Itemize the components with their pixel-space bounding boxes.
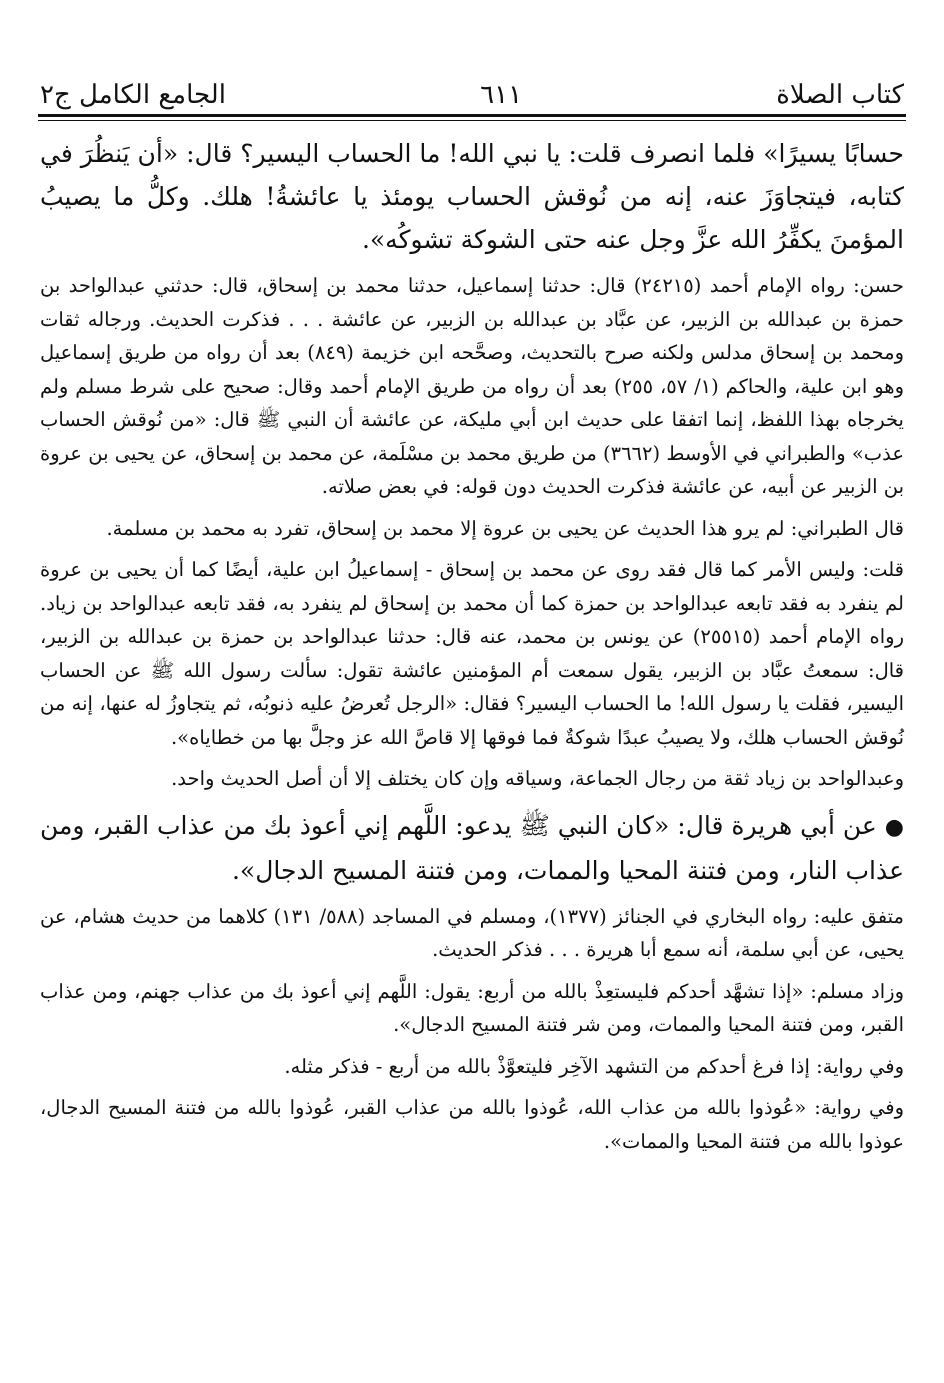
- page-header: [40, 60, 904, 110]
- muslim-addition: وزاد مسلم: «إذا تشهَّد أحدكم فليستعِذْ بالله من أربع: يقول: اللَّهم إني أعوذ بك من عذاب جهنم، ومن عذاب القبر، ومن فتنة المحيا والممات، ومن شر فتنة المسيح الدجال».: [40, 979, 904, 1036]
- hadith-text: عن أبي هريرة قال: «كان النبي ﷺ يدعو: اللَّهم إني أعوذ بك من عذاب القبر، ومن عذاب النار، ومن فتنة المحيا والممات، ومن فتنة المسيح الدجال».: [39, 810, 904, 885]
- header-rule-thick: [38, 114, 906, 117]
- chapter-title: كتاب الصلاة: [776, 80, 904, 110]
- muttafaq-note: متفق عليه: رواه البخاري في الجنائز (١٣٧٧)، ومسلم في المساجد (٥٨٨/ ١٣١) كلاهما من حديث هشام، عن يحيى، عن أبي سلمة، أنه سمع أبا هريرة . . . فذكر الحديث.: [40, 904, 905, 961]
- takhrij-paragraph: حسن: رواه الإمام أحمد (٢٤٢١٥) قال: حدثنا إسماعيل، حدثنا محمد بن إسحاق، قال: حدثني عبدالواحد بن حمزة بن عبدالله بن الزبير، عن عبَّاد بن عبدالله بن الزبير، عن عائشة . . . فذكرت الحديث. ورجاله ثقات ومحمد بن إسحاق مدلس ولكنه صرح بالتحديث، وصحَّحه ابن خزيمة (٨٤٩) بعد أن رواه من طريق إسماعيل وهو ابن علية، والحاكم (١/ ٥٧، ٢٥٥) بعد أن رواه من طريق الإمام أحمد وقال: صحيح على شرط مسلم ولم يخرجاه بهذا اللفظ، إنما اتفقا على حديث ابن أبي مليكة، عن عائشة أن النبي ﷺ قال: «من نُوقش الحساب عذب» والطبراني في الأوسط (٣٦٦٢) من طريق محمد بن مسْلَمة، عن محمد بن إسحاق، عن يحيى بن عروة بن الزبير عن أبيه، عن عائشة فذكرت الحديث دون قوله: في بعض صلاته.: [40, 274, 904, 498]
- hadith-abu-hurayra: [40, 804, 904, 892]
- book-title: الجامع الكامل ج٢: [40, 80, 226, 110]
- riwaya-one: وفي رواية: إذا فرغ أحدكم من التشهد الآخِر فليتعوَّذْ بالله من أربع - فذكر مثله.: [284, 1054, 904, 1078]
- header-rule-thin: [38, 120, 906, 121]
- hadith-continuation: حسابًا يسيرًا» فلما انصرف قلت: يا نبي الله! ما الحساب اليسير؟ قال: «أن يَنظُرَ في كتابه، فيتجاوَزَ عنه، إنه من نُوقش الحساب يومئذ يا عائشةُ! هلك. وكلُّ ما يصيبُ المؤمنَ يكفِّرُ الله عزَّ وجل عنه حتى الشوكة تشوكُه».: [40, 139, 904, 254]
- riwaya-two: وفي رواية: «عُوذوا بالله من عذاب الله، عُوذوا بالله من عذاب القبر، عُوذوا بالله من فتنة المسيح الدجال، عوذوا بالله من فتنة المحيا والممات».: [40, 1096, 904, 1153]
- narrator-note: وعبدالواحد بن زياد ثقة من رجال الجماعة، وسياقه وإن كان يختلف إلا أن أصل الحديث واحد.: [171, 767, 904, 790]
- page-body: [40, 132, 904, 1158]
- tabarani-note: قال الطبراني: لم يرو هذا الحديث عن يحيى بن عروة إلا محمد بن إسحاق، تفرد به محمد بن مسلمة.: [106, 516, 904, 540]
- page-number: ٦١١: [480, 80, 523, 110]
- author-comment: قلت: وليس الأمر كما قال فقد روى عن محمد بن إسحاق - إسماعيلُ ابن علية، أيضًا كما أن يحيى بن عروة لم ينفرد به فقد تابعه عبدالواحد بن حمزة كما أن محمد بن إسحاق لم ينفرد به، فقد تابعه عبدالواحد بن زياد. رواه الإمام أحمد (٢٥٥١٥) عن يونس بن محمد، عنه قال: حدثنا عبدالواحد بن حمزة بن عبدالله بن الزبير، قال: سمعتُ عبَّاد بن الزبير، يقول سمعت أم المؤمنين عائشة تقول: سألت رسول الله ﷺ عن الحساب اليسير، فقلت يا رسول الله! ما الحساب اليسير؟ فقال: «الرجل تُعرضُ عليه ذنوبُه، ثم يتجاوزُ له عنها، إنه من نُوقش الحساب هلك، ولا يصيبُ عبدًا شوكةٌ فما فوقها إلا قاصَّ الله عز وجلَّ بها من خطاياه».: [40, 558, 904, 749]
- bullet-icon: ●: [884, 814, 904, 840]
